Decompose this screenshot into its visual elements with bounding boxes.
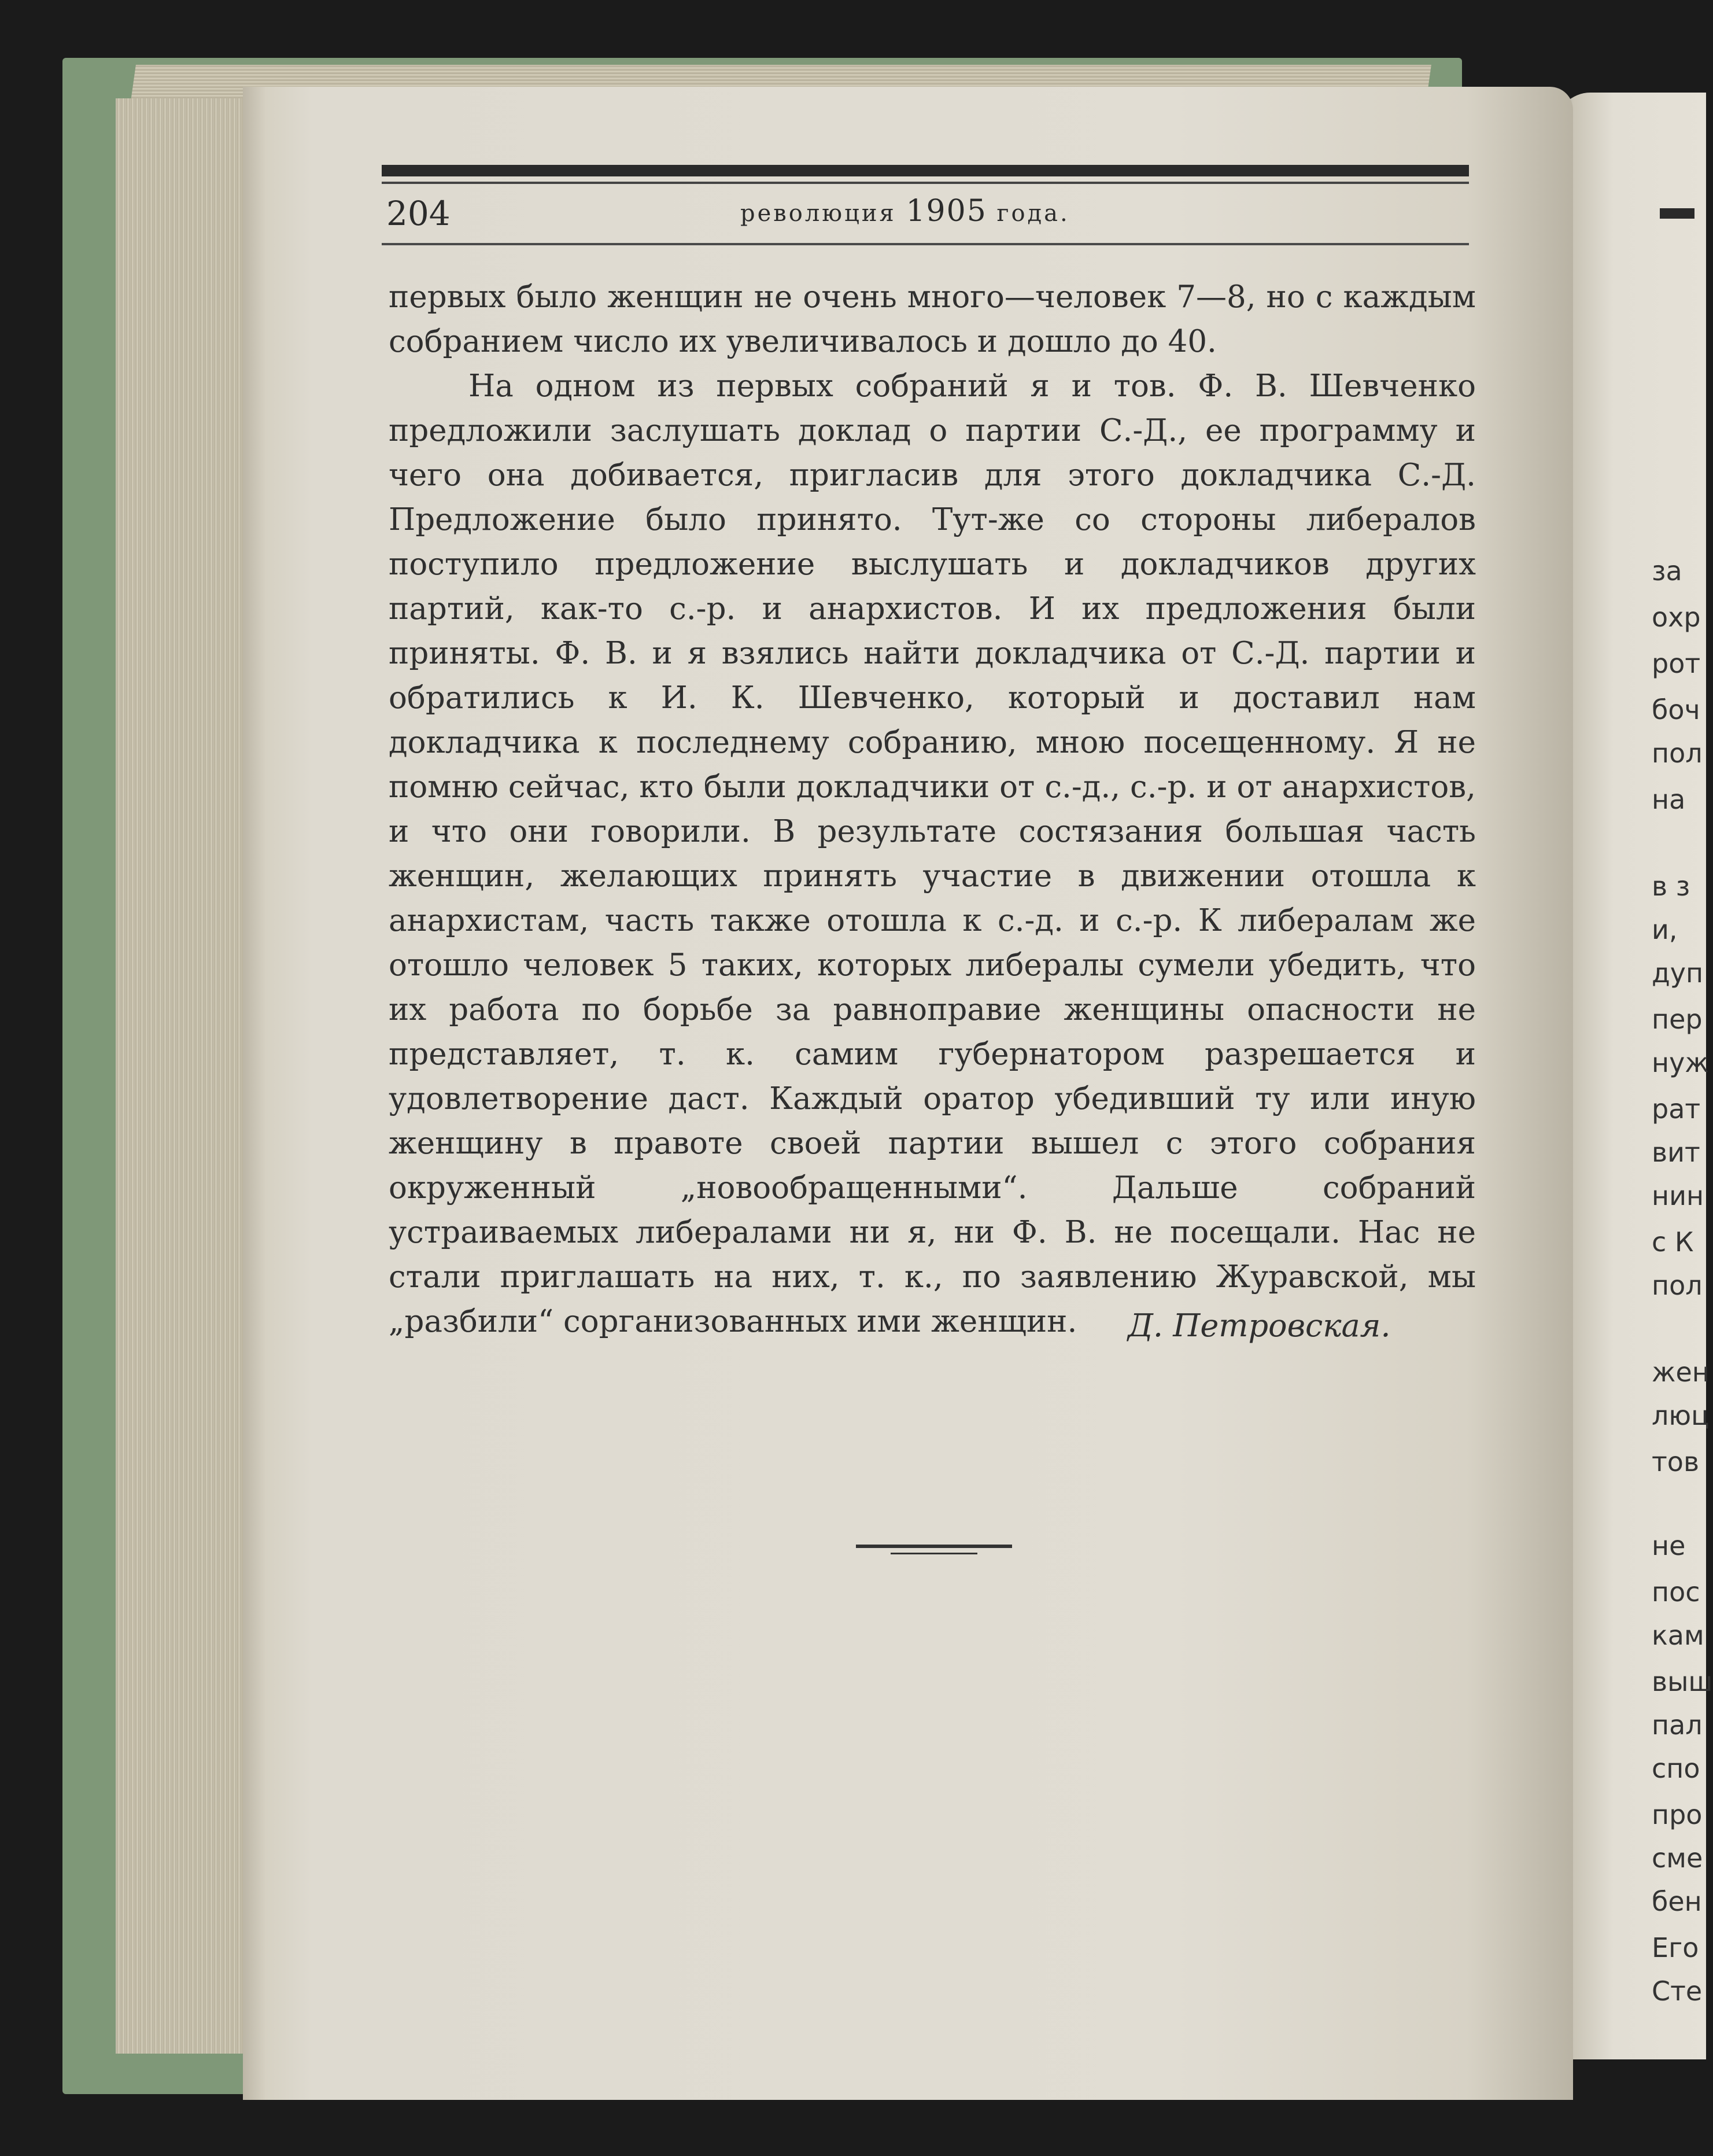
right-page-line-fragment: рат <box>1652 1093 1701 1125</box>
right-page-line-fragment: за <box>1652 555 1682 587</box>
body-text <box>389 275 1476 1344</box>
right-page-line-fragment: дуп <box>1652 957 1704 989</box>
header-thin-rule <box>382 182 1469 184</box>
right-page-line-fragment: и, <box>1652 914 1678 945</box>
right-page-line-fragment: пол <box>1652 738 1703 769</box>
right-page-line-fragment: вит <box>1652 1137 1700 1168</box>
right-page-line-fragment: пал <box>1652 1709 1703 1741</box>
right-page-line-fragment: нин <box>1652 1180 1704 1211</box>
running-head <box>740 194 1070 229</box>
author-signature: Д. Петровская. <box>1128 1307 1391 1344</box>
right-page-line-fragment: Сте <box>1652 1976 1703 2007</box>
right-page-line-fragment: в з <box>1652 871 1690 902</box>
right-page-line-fragment: рот <box>1652 648 1701 679</box>
right-page-line-fragment: тов <box>1652 1446 1700 1477</box>
right-page-line-fragment: кам <box>1652 1620 1704 1651</box>
right-page-line-fragment: люц <box>1652 1400 1710 1431</box>
right-page-header-rule <box>1660 208 1694 219</box>
running-head-year: 1905 <box>906 194 987 229</box>
running-head-title: революция <box>740 200 906 227</box>
running-head-suffix: года. <box>987 200 1070 227</box>
header-thick-rule <box>382 165 1469 176</box>
right-page-line-fragment: охр <box>1652 602 1701 633</box>
section-divider <box>856 1545 1012 1554</box>
right-page-line-fragment: не <box>1652 1530 1686 1561</box>
right-page-line-fragment: бен <box>1652 1886 1702 1917</box>
right-page-line-fragment: на <box>1652 784 1686 815</box>
right-page-line-fragment: спо <box>1652 1753 1700 1784</box>
right-page-line-fragment: пол <box>1652 1270 1703 1301</box>
paragraph-main: На одном из первых собраний я и тов. Ф. В. Шевченко предложили заслушать доклад о партии С.-Д., ее программу и чего она добивается, пригласив для этого докладчика С.-Д. Предложение было принято. Тут-же со стороны либералов поступило предложение выслушать и докладчиков других партий, как-то с.-р. и анархистов. И их предложения были приняты. Ф. В. и я взялись найти докладчика от С.-Д. партии и обратились к И. К. Шевченко, который и доставил нам докладчика к последнему собранию, мною посещенному. Я не помню сейчас, кто были докладчики от с.-д., с.-р. и от анархистов, и что они говорили. В результате состязания большая часть женщин, желающих принять участие в движении отошла к анархистам, часть также отошла к с.-д. и с.-р. К либералам же отошло человек 5 таких, которых либералы сумели убедить, что их работа по борьбе за равноправие женщины опасности не представляет, т. к. самим губернатором разрешается и удовлетворение даст. Каждый оратор убедивший ту или иную женщину в правоте своей партии вышел с этого собрания окруженный „новообращенными“. Дальше собраний устраиваемых либералами ни я, ни Ф. В. не посещали. Нас не стали приглашать на них, т. к., по заявлению Журавской, мы „разбили“ сорганизованных ими женщин. <box>389 368 1476 1339</box>
right-page-line-fragment: выш <box>1652 1666 1713 1697</box>
page-number: 204 <box>386 194 451 233</box>
right-page-line-fragment: про <box>1652 1799 1703 1830</box>
right-page-line-fragment: пос <box>1652 1576 1700 1608</box>
header-under-rule <box>382 243 1469 245</box>
right-page-line-fragment: с К <box>1652 1226 1694 1258</box>
right-page-line-fragment: сме <box>1652 1842 1703 1874</box>
right-page-line-fragment: пер <box>1652 1004 1703 1035</box>
paragraph-continuation: первых было женщин не очень много—человек 7—8, но с каждым собранием число их увеличивалось и дошло до 40. <box>389 279 1476 359</box>
right-page-line-fragment: жен <box>1652 1357 1710 1388</box>
right-page-line-fragment: Его <box>1652 1932 1699 1963</box>
right-page-line-fragment: нуж <box>1652 1047 1709 1078</box>
right-page-line-fragment: боч <box>1652 694 1700 725</box>
